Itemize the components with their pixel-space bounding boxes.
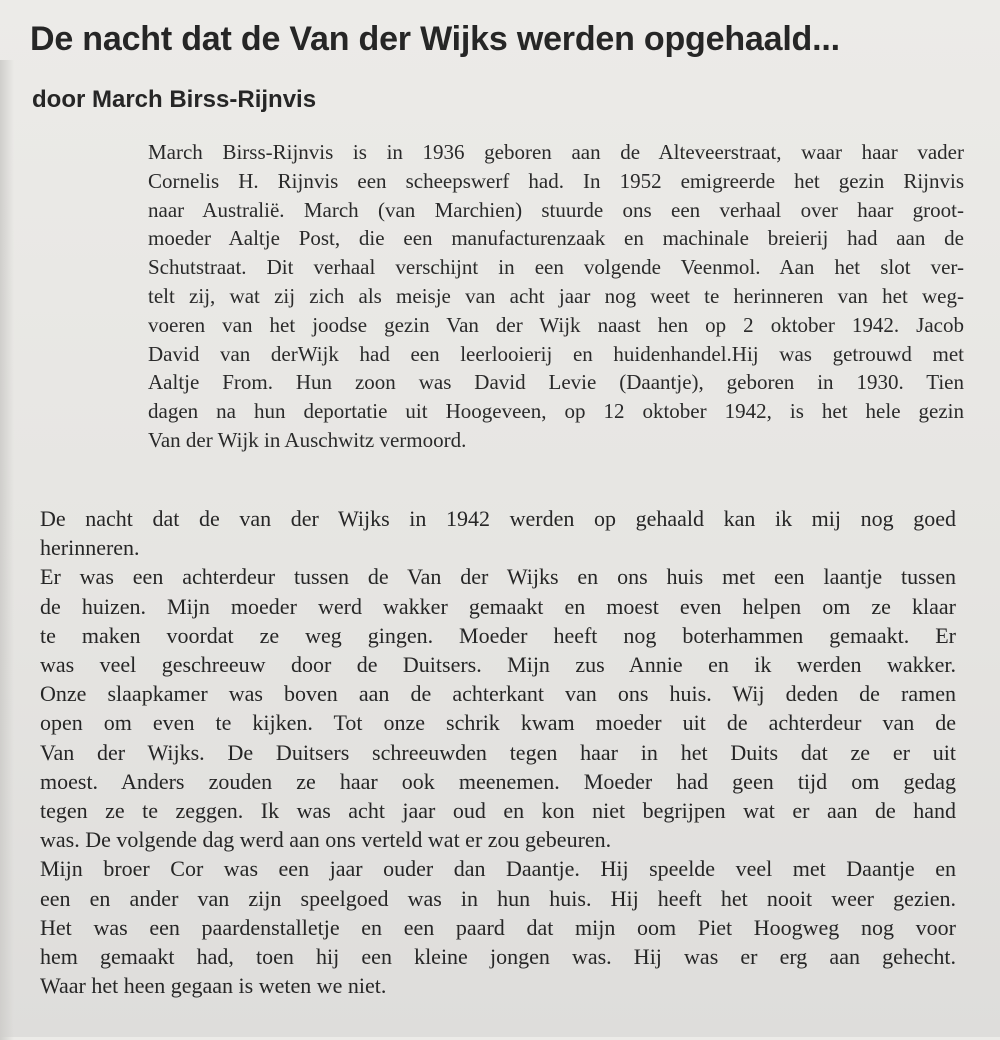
article-byline: door March Birss-Rijnvis bbox=[32, 86, 317, 113]
intro-line: naar Australië. March (van Marchien) stuurde ons een verhaal over haar groot- bbox=[148, 197, 964, 222]
story-line: was veel geschreeuw door de Duitsers. Mijn zus Annie en ik werden wakker. bbox=[40, 652, 956, 678]
story-line: was. De volgende dag werd aan ons verteld wat er zou gebeuren. bbox=[40, 827, 612, 853]
story-line: de huizen. Mijn moeder werd wakker gemaakt en moest even helpen om ze klaar bbox=[40, 593, 956, 619]
story-line: te maken voordat ze weg gingen. Moeder heeft nog boterhammen gemaakt. Er bbox=[40, 622, 956, 648]
story-line: Het was een paardenstalletje en een paard dat mijn oom Piet Hoogweg nog voor bbox=[40, 914, 956, 940]
intro-paragraph bbox=[148, 138, 964, 455]
intro-line: Van der Wijk in Auschwitz vermoord. bbox=[148, 427, 467, 452]
story-line: Onze slaapkamer was boven aan de achterkant van ons huis. Wij deden de ramen bbox=[40, 681, 956, 707]
intro-line: telt zij, wat zij zich als meisje van acht jaar nog weet te herinneren van het weg- bbox=[148, 283, 964, 308]
story-line: open om even te kijken. Tot onze schrik kwam moeder uit de achterdeur van de bbox=[40, 710, 956, 736]
story-body bbox=[40, 504, 956, 1000]
story-line: een en ander van zijn speelgoed was in hun huis. Hij heeft het nooit weer gezien. bbox=[40, 885, 956, 911]
page-edge-shadow bbox=[0, 60, 14, 1040]
story-line: tegen ze te zeggen. Ik was acht jaar oud en kon niet begrijpen wat er aan de hand bbox=[40, 798, 956, 824]
intro-line: dagen na hun deportatie uit Hoogeveen, op 12 oktober 1942, is het hele gezin bbox=[148, 399, 964, 424]
story-line: De nacht dat de van der Wijks in 1942 werden op gehaald kan ik mij nog goed bbox=[40, 506, 956, 531]
intro-line: Cornelis H. Rijnvis een scheepswerf had. In 1952 emigreerde het gezin Rijnvis bbox=[148, 168, 964, 193]
story-line: hem gemaakt had, toen hij een kleine jongen was. Hij was er erg aan gehecht. bbox=[40, 944, 956, 970]
intro-line: voeren van het joodse gezin Van der Wijk naast hen op 2 oktober 1942. Jacob bbox=[148, 312, 964, 337]
story-line: Van der Wijks. De Duitsers schreeuwden tegen haar in het Duits dat ze er uit bbox=[40, 739, 956, 765]
intro-line: moeder Aaltje Post, die een manufacturenzaak en machinale breierij had aan de bbox=[148, 226, 964, 251]
intro-line: March Birss-Rijnvis is in 1936 geboren aan de Alteveerstraat, waar haar vader bbox=[148, 140, 964, 164]
story-line: moest. Anders zouden ze haar ook meenemen. Moeder had geen tijd om gedag bbox=[40, 768, 956, 794]
intro-line: Aaltje From. Hun zoon was David Levie (Daantje), geboren in 1930. Tien bbox=[148, 370, 964, 395]
article-title: De nacht dat de Van der Wijks werden opgehaald... bbox=[30, 20, 840, 58]
story-line: herinneren. bbox=[40, 535, 140, 561]
intro-line: David van derWijk had een leerlooierij en huidenhandel.Hij was getrouwd met bbox=[148, 341, 964, 366]
intro-line: Schutstraat. Dit verhaal verschijnt in een volgende Veenmol. Aan het slot ver- bbox=[148, 255, 964, 280]
story-line: Waar het heen gegaan is weten we niet. bbox=[40, 973, 387, 999]
story-line: Mijn broer Cor was een jaar ouder dan Daantje. Hij speelde veel met Daantje en bbox=[40, 856, 956, 882]
story-line: Er was een achterdeur tussen de Van der Wijks en ons huis met een laantje tussen bbox=[40, 564, 956, 590]
